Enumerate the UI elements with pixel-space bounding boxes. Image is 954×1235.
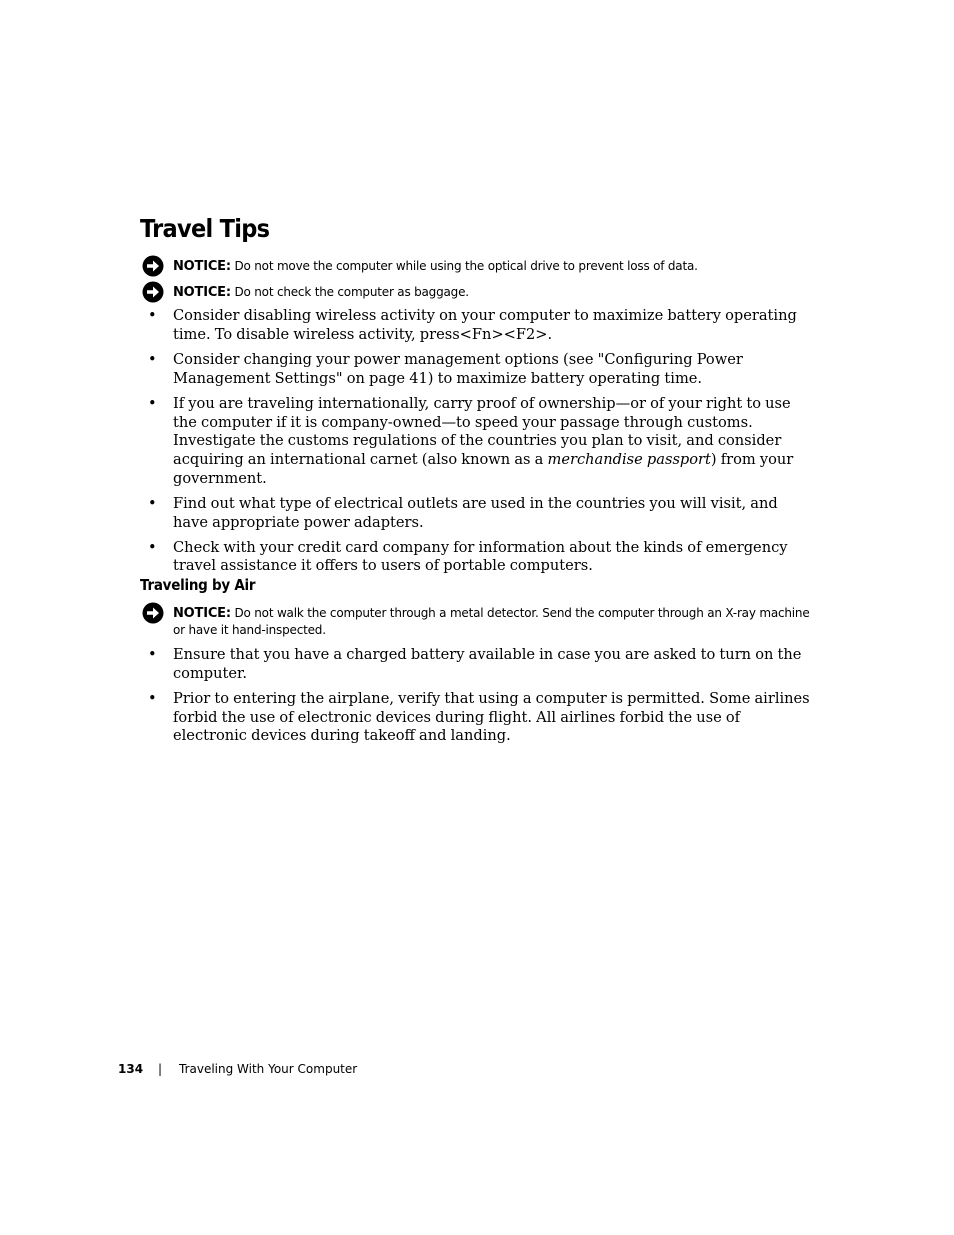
section-heading: Traveling by Air [140,576,256,594]
notice-text: Do not check the computer as baggage. [234,285,469,299]
footer-section-title: Traveling With Your Computer [179,1062,358,1076]
notice-text: Do not walk the computer through a metal detector. Send the computer through an X-ray machine or have it hand-inspected. [173,606,810,637]
emphasis-text: merchandise passport [547,450,711,468]
notice-label: NOTICE: [173,285,231,300]
list-item: • Check with your credit card company for information about the kinds of emergency travel assistance it offers to users of portable computers. [148,538,788,575]
notice-label: NOTICE: [173,606,231,621]
bullet-marker: • [148,350,157,368]
list-item: • Consider disabling wireless activity on your computer to maximize battery operating time. To disable wireless activity, press<Fn><F2>. [148,307,797,343]
notice-metal-detector [142,602,814,639]
travel-tips-list [140,307,816,576]
bullet-marker: • [148,307,157,324]
bullet-marker: • [148,646,157,663]
notice-label: NOTICE: [173,259,231,274]
bullet-marker: • [148,494,157,512]
notice-optical-drive [142,255,814,275]
bullet-marker: • [148,538,157,556]
air-travel-list [140,646,816,746]
page-number: 134 [118,1062,144,1076]
list-item: • Prior to entering the airplane, verify that using a computer is permitted. Some airlines forbid the use of electronic devices during flight. All airlines forbid the use of electronic devices during takeoff and landing. [148,689,810,745]
bullet-marker: • [148,394,157,412]
list-item: • If you are traveling internationally, carry proof of ownership—or of your right to use the computer if it is company-owned—to speed your passage through customs. Investigate the customs regulations of the countries you plan to visit, and consider acquiring an international carnet (also known as a merchandise passport) from your government. [148,394,794,487]
notice-arrow-icon [142,281,164,303]
list-item: • Consider changing your power management options (see "Configuring Power Management Settings" on page 41) to maximize battery operating time. [148,350,743,387]
notice-baggage [142,281,814,301]
footer-separator: | [158,1062,163,1076]
page-title: Travel Tips [140,214,270,243]
bullet-marker: • [148,689,157,707]
notice-arrow-icon [142,255,164,277]
notice-arrow-icon [142,602,164,624]
notice-text: Do not move the computer while using the optical drive to prevent loss of data. [234,259,698,273]
list-item: • Find out what type of electrical outlets are used in the countries you will visit, and have appropriate power adapters. [148,494,778,531]
list-item: • Ensure that you have a charged battery available in case you are asked to turn on the computer. [148,646,802,682]
